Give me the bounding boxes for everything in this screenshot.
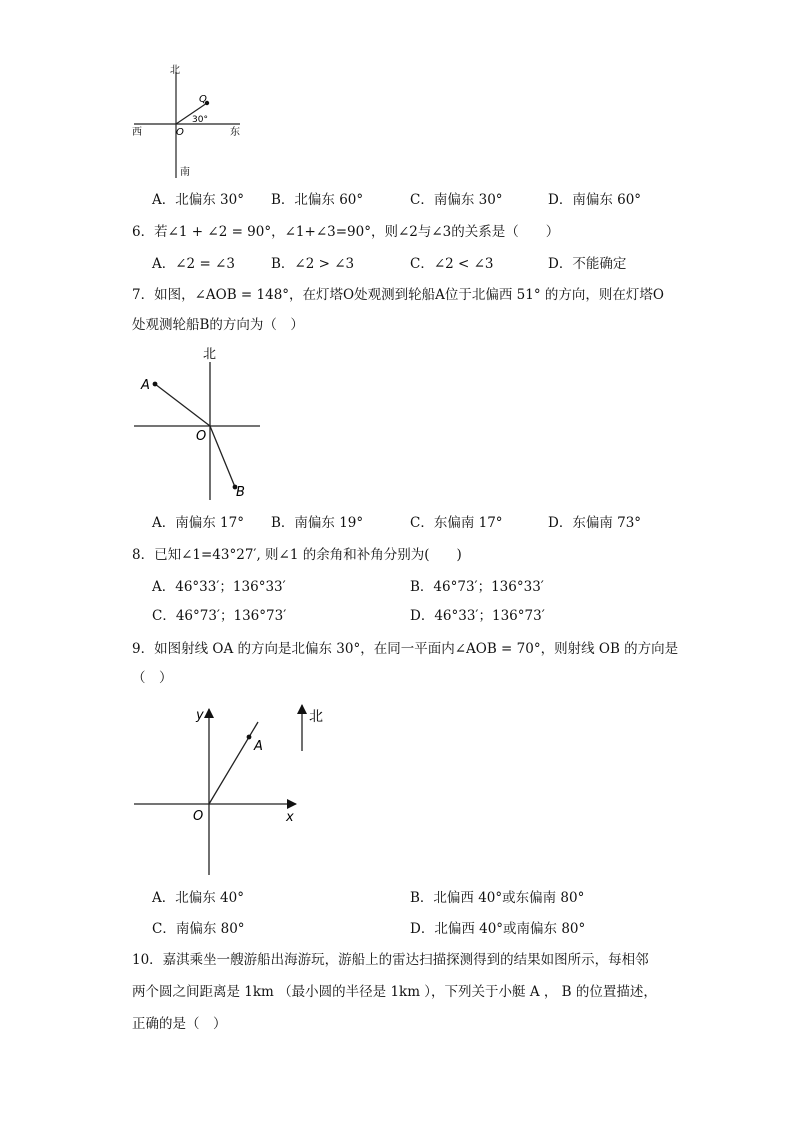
q7-stem-line2: 处观测轮船B的方向为（ ） (132, 317, 304, 333)
q6-option-b[interactable]: B．∠2 > ∠3 (271, 256, 355, 272)
q7-figure (128, 340, 268, 505)
q5-figure (128, 60, 258, 180)
q6-option-c[interactable]: C．∠2 < ∠3 (410, 256, 494, 272)
q9-option-d[interactable]: D．北偏西 40°或南偏东 80° (410, 921, 586, 937)
q9-ray-oa (209, 722, 258, 804)
q7-label-north: 北 (203, 347, 217, 362)
q9-label-a: A (254, 739, 263, 754)
q7-label-a: A (141, 378, 150, 393)
q8-stem: 8．已知∠1=43°27′, 则∠1 的余角和补角分别为( ) (132, 547, 462, 563)
q6-option-a[interactable]: A．∠2 = ∠3 (152, 256, 235, 272)
q9-label-y: y (196, 708, 204, 723)
q7-stem-line1: 7．如图，∠AOB = 148°，在灯塔O处观测到轮船A位于北偏西 51° 的方向，则在灯塔O (132, 287, 664, 303)
q9-option-c[interactable]: C．南偏东 80° (152, 921, 245, 937)
q5-option-a[interactable]: A．北偏东 30° (152, 192, 244, 208)
q7-label-origin: O (196, 429, 207, 444)
q7-option-d[interactable]: D．东偏南 73° (548, 515, 642, 531)
q10-line3: 正确的是（ ） (132, 1016, 227, 1032)
q7-option-a[interactable]: A．南偏东 17° (152, 515, 244, 531)
q9-option-b[interactable]: B．北偏西 40°或东偏南 80° (410, 890, 585, 906)
q9-label-north: 北 (309, 709, 323, 725)
q5-label-angle: 30° (192, 115, 208, 125)
q8-option-c[interactable]: C．46°73′；136°73′ (152, 608, 287, 624)
q9-label-x: x (286, 810, 294, 825)
q5-label-east: 东 (230, 127, 240, 138)
q7-option-b[interactable]: B．南偏东 19° (271, 515, 364, 531)
q5-label-origin: O (176, 127, 184, 138)
q7-point-a (153, 382, 158, 387)
q7-label-b: B (236, 485, 245, 500)
q5-label-west: 西 (132, 127, 142, 138)
q9-label-origin: O (193, 809, 204, 824)
q8-option-a[interactable]: A．46°33′；136°33′ (152, 579, 286, 595)
q5-label-south: 南 (180, 167, 190, 178)
q10-line1: 10．嘉淇乘坐一艘游船出海游玩，游船上的雷达扫描探测得到的结果如图所示，每相邻 (132, 952, 649, 968)
q6-stem: 6．若∠1 + ∠2 = 90°，∠1+∠3=90°，则∠2与∠3的关系是（ ） (132, 224, 560, 240)
q7-option-c[interactable]: C．东偏南 17° (410, 515, 503, 531)
q5-option-b[interactable]: B．北偏东 60° (271, 192, 364, 208)
q6-option-d[interactable]: D．不能确定 (548, 256, 627, 272)
q9-point-a (247, 735, 252, 740)
q9-stem-line2: （ ） (132, 670, 173, 686)
q9-option-a[interactable]: A．北偏东 40° (152, 890, 244, 906)
q5-option-d[interactable]: D．南偏东 60° (548, 192, 642, 208)
q5-option-c[interactable]: C．南偏东 30° (410, 192, 503, 208)
q10-line2: 两个圆之间距离是 1km （最小圆的半径是 1km ），下列关于小艇 A ， B 的位置描述， (132, 984, 657, 1000)
q5-label-q: Q (199, 94, 207, 105)
q8-option-d[interactable]: D．46°33′；136°73′ (410, 608, 545, 624)
q7-ray-oa (155, 384, 210, 426)
q9-figure (128, 695, 338, 880)
q7-ray-ob (210, 426, 235, 487)
q9-stem-line1: 9．如图射线 OA 的方向是北偏东 30°，在同一平面内∠AOB = 70°，则射线 OB 的方向是 (132, 641, 679, 657)
q8-option-b[interactable]: B．46°73′；136°33′ (410, 579, 544, 595)
q5-label-north: 北 (170, 65, 180, 76)
